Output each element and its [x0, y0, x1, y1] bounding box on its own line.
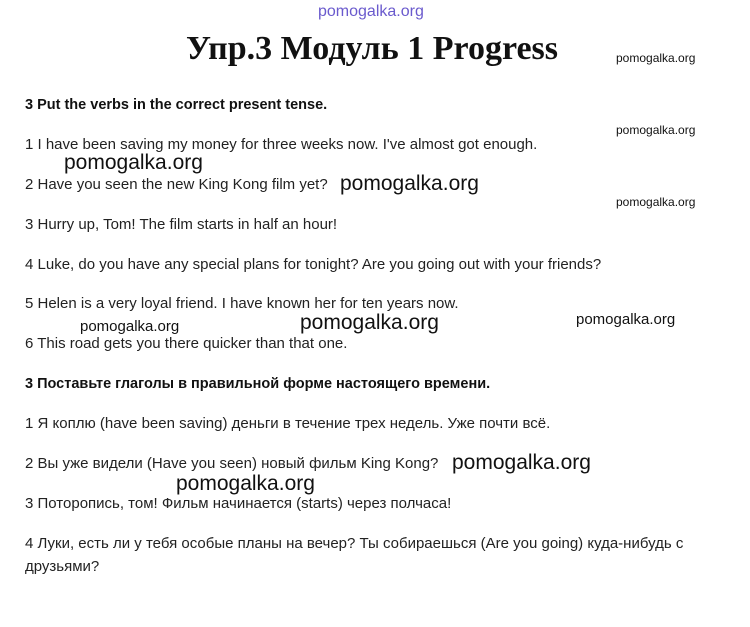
ru-line-3: 3 Поторопись, том! Фильм начинается (starts) через полчаса! — [25, 495, 452, 512]
en-line-5: 5 Helen is a very loyal friend. I have known her for ten years now. — [25, 295, 459, 312]
watermark-mid-2: pomogalka.org — [576, 311, 676, 328]
watermark-big-1: pomogalka.org — [64, 151, 203, 174]
watermark-big-4: pomogalka.org — [452, 451, 591, 474]
watermark-right-1: pomogalka.org — [616, 123, 696, 137]
ru-line-1: 1 Я коплю (have been saving) деньги в течение трех недель. Уже почти всё. — [25, 415, 551, 432]
watermark-right-2: pomogalka.org — [616, 195, 696, 209]
en-line-3: 3 Hurry up, Tom! The film starts in half an hour! — [25, 216, 338, 233]
watermark-big-5: pomogalka.org — [176, 472, 315, 495]
en-line-4: 4 Luke, do you have any special plans for tonight? Are you going out with your friends? — [25, 256, 602, 273]
ru-line-4: 4 Луки, есть ли у тебя особые планы на вечер? Ты собираешься (Are you going) куда-нибудь с — [25, 535, 684, 552]
watermark-mid-1: pomogalka.org — [80, 318, 180, 335]
ru-line-2: 2 Вы уже видели (Have you seen) новый фильм King Kong? — [25, 455, 439, 472]
watermark-big-2: pomogalka.org — [340, 172, 479, 195]
ru-heading: 3 Поставьте глаголы в правильной форме настоящего времени. — [25, 376, 491, 392]
watermark-big-3: pomogalka.org — [300, 311, 439, 334]
top-watermark: pomogalka.org — [318, 3, 424, 20]
page-title: Упр.3 Модуль 1 Progress — [186, 30, 559, 67]
en-heading: 3 Put the verbs in the correct present tense. — [25, 97, 328, 113]
watermark-title-right: pomogalka.org — [616, 51, 696, 65]
en-line-2: 2 Have you seen the new King Kong film yet? — [25, 176, 328, 193]
en-line-6: 6 This road gets you there quicker than that one. — [25, 335, 348, 352]
en-line-1: 1 I have been saving my money for three weeks now. I've almost got enough. — [25, 136, 538, 153]
ru-line-4-cont: друзьями? — [25, 558, 100, 575]
